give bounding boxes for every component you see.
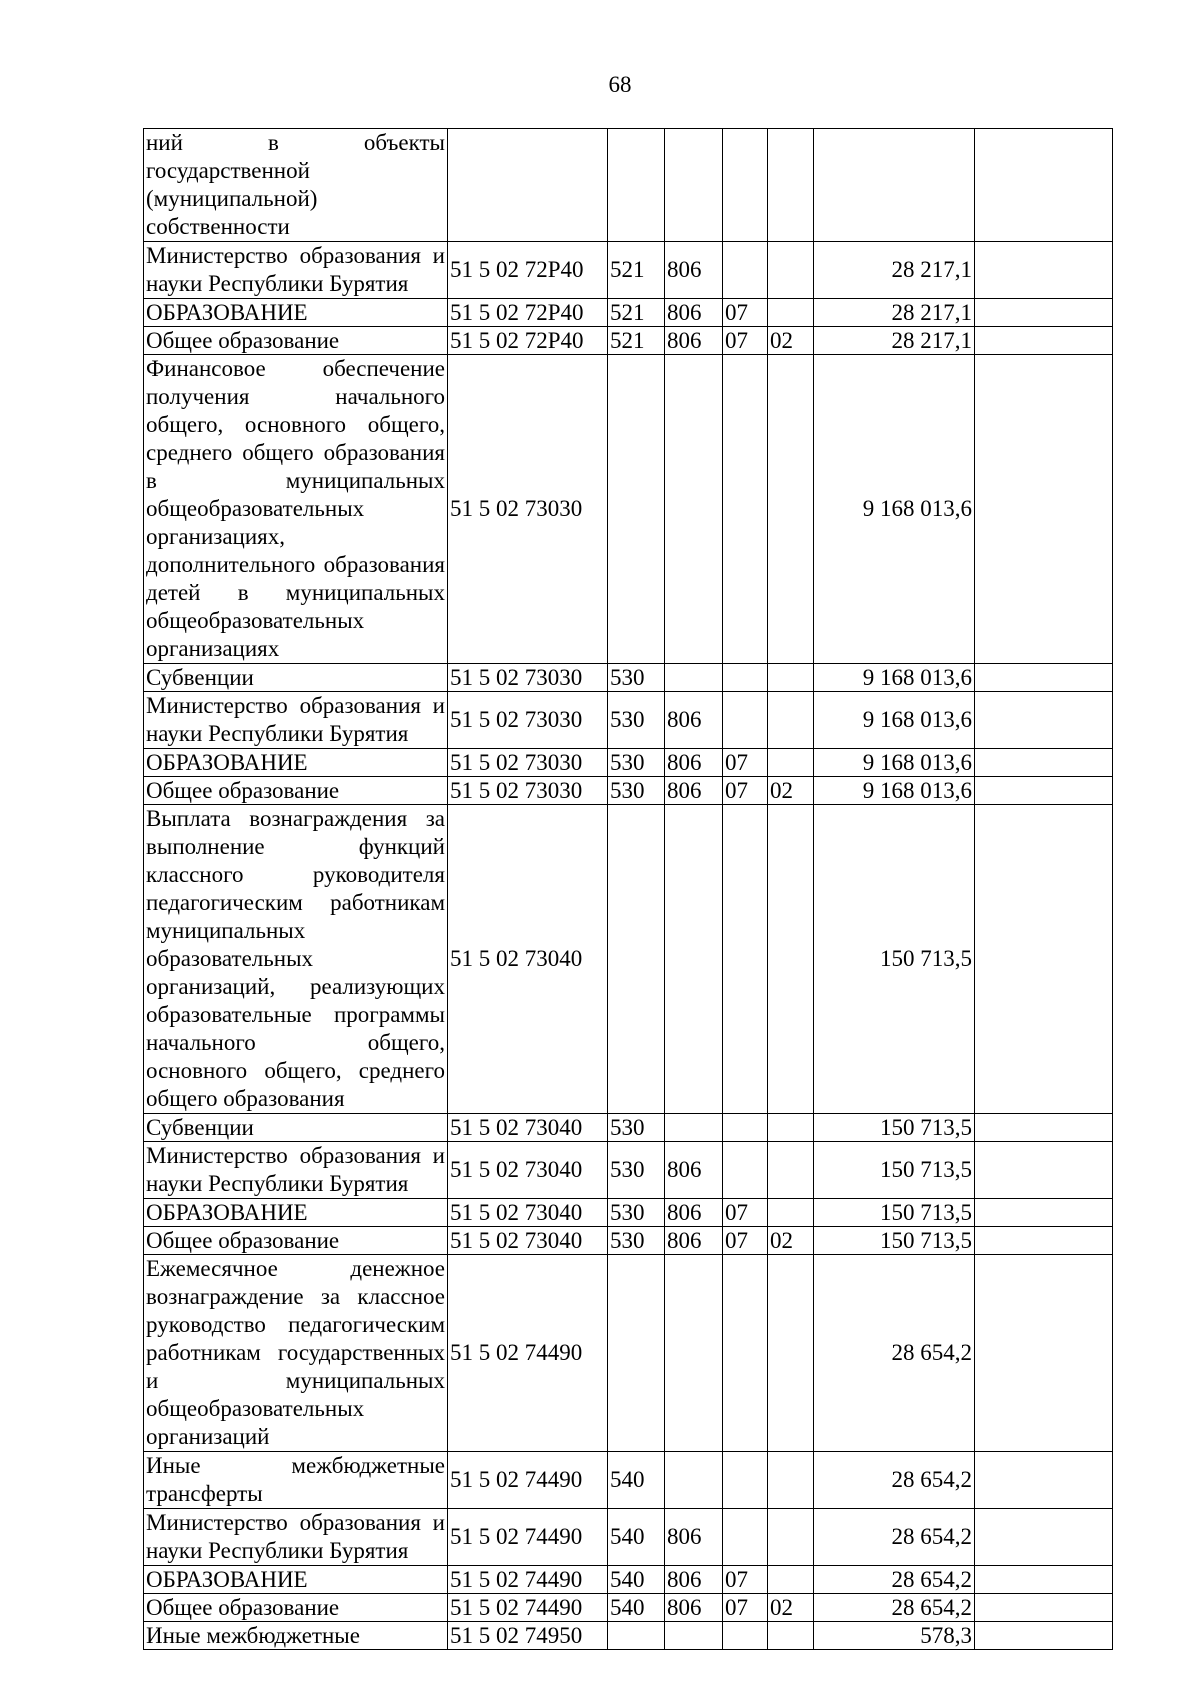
cell-empty	[975, 1594, 1113, 1622]
cell-ministry-code: 806	[665, 1594, 723, 1622]
cell-empty	[975, 1452, 1113, 1509]
cell-subsection	[768, 1255, 814, 1452]
cell-expense-type: 530	[608, 1227, 665, 1255]
cell-name: ОБРАЗОВАНИЕ	[144, 1566, 448, 1594]
cell-ministry-code	[665, 129, 723, 242]
cell-target-article: 51 5 02 73040	[448, 1114, 608, 1142]
cell-amount: 28 217,1	[814, 299, 975, 327]
cell-section: 07	[723, 1199, 768, 1227]
cell-expense-type: 530	[608, 1199, 665, 1227]
cell-name: Иные межбюджетные трансферты	[144, 1452, 448, 1509]
cell-ministry-code: 806	[665, 1227, 723, 1255]
cell-empty	[975, 692, 1113, 749]
cell-name: ОБРАЗОВАНИЕ	[144, 1199, 448, 1227]
cell-target-article: 51 5 02 73040	[448, 1227, 608, 1255]
cell-expense-type	[608, 355, 665, 664]
cell-expense-type	[608, 1255, 665, 1452]
cell-empty	[975, 749, 1113, 777]
cell-expense-type: 521	[608, 299, 665, 327]
cell-amount: 28 217,1	[814, 242, 975, 299]
cell-target-article: 51 5 02 73040	[448, 1199, 608, 1227]
cell-ministry-code: 806	[665, 1199, 723, 1227]
cell-subsection	[768, 805, 814, 1114]
table-row	[144, 129, 1113, 242]
cell-ministry-code	[665, 805, 723, 1114]
cell-subsection	[768, 664, 814, 692]
cell-amount: 28 654,2	[814, 1452, 975, 1509]
table-row	[144, 1114, 1113, 1142]
cell-subsection: 02	[768, 1227, 814, 1255]
table-row	[144, 805, 1113, 1114]
cell-empty	[975, 1227, 1113, 1255]
cell-amount: 150 713,5	[814, 1114, 975, 1142]
cell-name: Субвенции	[144, 1114, 448, 1142]
cell-name: Общее образование	[144, 1227, 448, 1255]
cell-empty	[975, 664, 1113, 692]
cell-expense-type: 540	[608, 1566, 665, 1594]
cell-section	[723, 1452, 768, 1509]
table-row	[144, 692, 1113, 749]
table-row	[144, 1594, 1113, 1622]
table-row	[144, 299, 1113, 327]
cell-target-article: 51 5 02 72Р40	[448, 299, 608, 327]
table-row	[144, 1566, 1113, 1594]
cell-target-article: 51 5 02 74490	[448, 1594, 608, 1622]
cell-ministry-code	[665, 664, 723, 692]
cell-amount: 28 654,2	[814, 1255, 975, 1452]
cell-expense-type: 530	[608, 749, 665, 777]
cell-expense-type: 530	[608, 692, 665, 749]
cell-subsection	[768, 692, 814, 749]
cell-subsection	[768, 749, 814, 777]
cell-amount: 9 168 013,6	[814, 664, 975, 692]
budget-table	[143, 128, 1113, 1650]
cell-ministry-code: 806	[665, 1142, 723, 1199]
cell-empty	[975, 1566, 1113, 1594]
cell-amount: 9 168 013,6	[814, 355, 975, 664]
cell-empty	[975, 327, 1113, 355]
cell-name: Выплата вознаграждения за выполнение функций классного руководителя педагогическим работникам муниципальных образовательных организаций, реализующих образовательные программы начального общего, основного общего, среднего общего образования	[144, 805, 448, 1114]
cell-subsection	[768, 1142, 814, 1199]
cell-ministry-code: 806	[665, 1509, 723, 1566]
cell-amount: 150 713,5	[814, 1142, 975, 1199]
cell-section	[723, 692, 768, 749]
cell-amount	[814, 129, 975, 242]
cell-subsection	[768, 299, 814, 327]
cell-amount: 9 168 013,6	[814, 749, 975, 777]
cell-amount: 150 713,5	[814, 1199, 975, 1227]
table-row	[144, 1142, 1113, 1199]
cell-amount: 28 654,2	[814, 1594, 975, 1622]
cell-ministry-code: 806	[665, 299, 723, 327]
cell-expense-type: 540	[608, 1594, 665, 1622]
cell-subsection	[768, 1114, 814, 1142]
table-row	[144, 1227, 1113, 1255]
cell-empty	[975, 1199, 1113, 1227]
cell-empty	[975, 777, 1113, 805]
cell-target-article: 51 5 02 73030	[448, 664, 608, 692]
cell-ministry-code: 806	[665, 1566, 723, 1594]
cell-subsection	[768, 355, 814, 664]
cell-expense-type: 540	[608, 1509, 665, 1566]
cell-amount: 28 654,2	[814, 1509, 975, 1566]
cell-name: Министерство образования и науки Республики Бурятия	[144, 1142, 448, 1199]
cell-expense-type: 530	[608, 664, 665, 692]
cell-amount: 28 654,2	[814, 1566, 975, 1594]
cell-section	[723, 355, 768, 664]
table-row	[144, 327, 1113, 355]
table-row	[144, 749, 1113, 777]
cell-ministry-code	[665, 1255, 723, 1452]
cell-target-article: 51 5 02 73030	[448, 355, 608, 664]
cell-section: 07	[723, 777, 768, 805]
table-row	[144, 242, 1113, 299]
cell-name: Иные межбюджетные	[144, 1622, 448, 1650]
cell-target-article: 51 5 02 74490	[448, 1452, 608, 1509]
cell-target-article: 51 5 02 74950	[448, 1622, 608, 1650]
cell-expense-type: 530	[608, 1114, 665, 1142]
cell-empty	[975, 355, 1113, 664]
cell-section: 07	[723, 299, 768, 327]
cell-name: Общее образование	[144, 327, 448, 355]
cell-name: Министерство образования и науки Республики Бурятия	[144, 692, 448, 749]
cell-empty	[975, 129, 1113, 242]
cell-ministry-code	[665, 1622, 723, 1650]
cell-amount: 9 168 013,6	[814, 777, 975, 805]
cell-ministry-code	[665, 1114, 723, 1142]
cell-empty	[975, 1509, 1113, 1566]
cell-name: Министерство образования и науки Республики Бурятия	[144, 242, 448, 299]
cell-amount: 28 217,1	[814, 327, 975, 355]
cell-empty	[975, 1142, 1113, 1199]
cell-subsection	[768, 1452, 814, 1509]
cell-name: ОБРАЗОВАНИЕ	[144, 749, 448, 777]
cell-expense-type: 530	[608, 1142, 665, 1199]
cell-target-article: 51 5 02 74490	[448, 1255, 608, 1452]
cell-ministry-code: 806	[665, 777, 723, 805]
cell-section	[723, 664, 768, 692]
table-row	[144, 664, 1113, 692]
cell-section	[723, 129, 768, 242]
cell-ministry-code: 806	[665, 327, 723, 355]
cell-empty	[975, 242, 1113, 299]
cell-expense-type: 521	[608, 242, 665, 299]
cell-section: 07	[723, 1594, 768, 1622]
cell-subsection	[768, 129, 814, 242]
cell-expense-type	[608, 129, 665, 242]
table-row	[144, 1255, 1113, 1452]
cell-empty	[975, 1622, 1113, 1650]
cell-target-article: 51 5 02 72Р40	[448, 242, 608, 299]
cell-subsection: 02	[768, 327, 814, 355]
cell-name: ОБРАЗОВАНИЕ	[144, 299, 448, 327]
page-number: 68	[608, 72, 632, 97]
cell-section: 07	[723, 327, 768, 355]
table-row	[144, 777, 1113, 805]
cell-target-article: 51 5 02 73040	[448, 805, 608, 1114]
cell-ministry-code	[665, 1452, 723, 1509]
cell-target-article: 51 5 02 73030	[448, 749, 608, 777]
cell-subsection	[768, 1199, 814, 1227]
cell-section: 07	[723, 1227, 768, 1255]
cell-subsection: 02	[768, 777, 814, 805]
cell-target-article: 51 5 02 72Р40	[448, 327, 608, 355]
cell-ministry-code: 806	[665, 749, 723, 777]
cell-name: Общее образование	[144, 1594, 448, 1622]
cell-expense-type: 530	[608, 777, 665, 805]
table-row	[144, 355, 1113, 664]
cell-empty	[975, 1114, 1113, 1142]
cell-name: Ежемесячное денежное вознаграждение за классное руководство педагогическим работникам государственных и муниципальных общеобразовательных организаций	[144, 1255, 448, 1452]
cell-target-article: 51 5 02 73030	[448, 777, 608, 805]
cell-subsection	[768, 242, 814, 299]
cell-subsection	[768, 1622, 814, 1650]
cell-target-article: 51 5 02 74490	[448, 1509, 608, 1566]
cell-empty	[975, 1255, 1113, 1452]
cell-section	[723, 1255, 768, 1452]
table-row	[144, 1452, 1113, 1509]
cell-target-article: 51 5 02 73040	[448, 1142, 608, 1199]
cell-empty	[975, 805, 1113, 1114]
table-row	[144, 1509, 1113, 1566]
cell-amount: 578,3	[814, 1622, 975, 1650]
cell-ministry-code	[665, 355, 723, 664]
cell-ministry-code: 806	[665, 692, 723, 749]
cell-section: 07	[723, 749, 768, 777]
cell-section	[723, 1622, 768, 1650]
cell-amount: 150 713,5	[814, 1227, 975, 1255]
cell-subsection	[768, 1566, 814, 1594]
cell-name: Общее образование	[144, 777, 448, 805]
budget-table-body	[144, 129, 1113, 1650]
cell-amount: 150 713,5	[814, 805, 975, 1114]
cell-section	[723, 1114, 768, 1142]
cell-expense-type: 540	[608, 1452, 665, 1509]
cell-name: Финансовое обеспечение получения начального общего, основного общего, среднего общего образования в муниципальных общеобразовательных организациях, дополнительного образования детей в муниципальных общеобразовательных организациях	[144, 355, 448, 664]
cell-amount: 9 168 013,6	[814, 692, 975, 749]
cell-target-article: 51 5 02 73030	[448, 692, 608, 749]
cell-section	[723, 1142, 768, 1199]
cell-section	[723, 805, 768, 1114]
table-row	[144, 1199, 1113, 1227]
cell-subsection	[768, 1509, 814, 1566]
cell-name: ний в объекты государственной (муниципальной) собственности	[144, 129, 448, 242]
cell-target-article: 51 5 02 74490	[448, 1566, 608, 1594]
cell-section	[723, 1509, 768, 1566]
cell-name: Министерство образования и науки Республики Бурятия	[144, 1509, 448, 1566]
cell-section: 07	[723, 1566, 768, 1594]
cell-subsection: 02	[768, 1594, 814, 1622]
cell-expense-type	[608, 1622, 665, 1650]
cell-section	[723, 242, 768, 299]
table-row	[144, 1622, 1113, 1650]
cell-name: Субвенции	[144, 664, 448, 692]
cell-expense-type	[608, 805, 665, 1114]
cell-ministry-code: 806	[665, 242, 723, 299]
cell-expense-type: 521	[608, 327, 665, 355]
cell-empty	[975, 299, 1113, 327]
cell-target-article	[448, 129, 608, 242]
